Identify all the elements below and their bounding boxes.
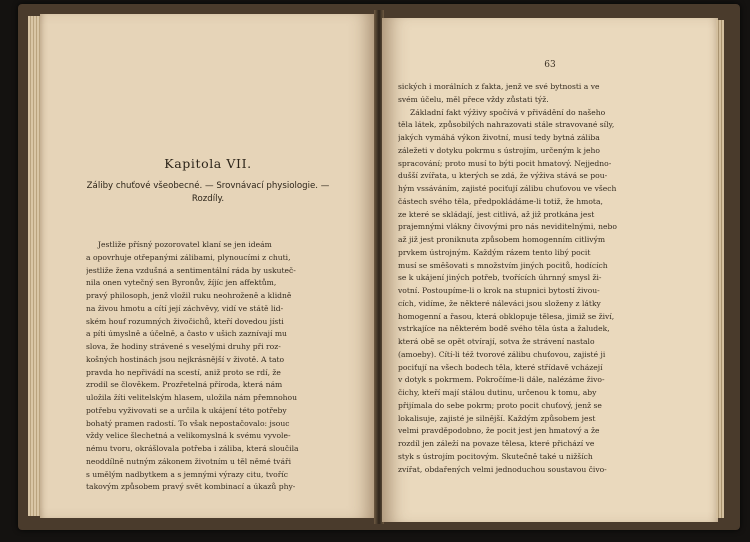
text-line: která obě se opět otvírají, sotva že strávení nastalo xyxy=(398,337,595,346)
text-line: takovým způsobem pravý svět kombinací a úkazů phy- xyxy=(86,482,296,492)
text-line: musí se směšovati s množstvím jiných pocitů, hodících xyxy=(398,260,608,270)
text-line: v dotyk s pokrmem. Pokročíme-li dále, nalézáme živo- xyxy=(398,375,605,385)
subtitle-line: Záliby chuťové všeobecné. — Srovnávací physiologie. — xyxy=(86,181,330,191)
text-line: votní. Postoupíme-li o krok na stupnici bytostí živou- xyxy=(398,286,600,295)
page-number: 63 xyxy=(544,60,556,70)
text-line: styk s ústrojím pocitovým. Skutečně také u nižších xyxy=(398,451,593,461)
text-line: svém účelu, měl přece vždy zůstati týž. xyxy=(398,94,549,104)
text-line: Základní fakt výživy spočívá v přivádění do našeho xyxy=(410,107,606,117)
text-line: bohatý pramen radostí. To však nepostačovalo: jsouc xyxy=(86,418,290,428)
text-line: a opovrhuje otřepanými zálibami, plynoucími z chuti, xyxy=(86,252,291,262)
text-line: velmi pravděpodobno, že pocit jest jen hmatový a že xyxy=(398,426,600,436)
text-line: zvířat, obdařených velmi jednoduchou soustavou čivo- xyxy=(398,464,607,474)
text-line: (amoeby). Cítí-li též tvorové zálibu chuťovou, zajisté ji xyxy=(398,349,606,359)
text-line: pravda ho nepřivádí na scestí, aniž proto se rdí, že xyxy=(86,367,281,377)
text-line: hým vssáváním, zajisté pociťují zálibu chuťovou ve všech xyxy=(398,184,617,193)
text-line: košných hostinách jsou nejkrásnější v životě. A tato xyxy=(86,354,285,364)
text-line: přijímala do sebe pokrm; proto pocit chuťový, jenž se xyxy=(398,400,602,410)
text-line: na živou hmotu a cítí její záchvěvy, vidí ve státě lid- xyxy=(86,303,284,313)
right-page-body xyxy=(398,81,670,476)
text-line: až již jest proniknuta způsobem homogenním citlivým xyxy=(398,235,606,244)
text-line: potřebu vyživovati se a určila k ukájení této potřeby xyxy=(86,405,287,415)
text-line: jakých vymáhá výkon životní, musí tedy bytná záliba xyxy=(398,133,600,142)
text-line: záležeti v dotyku pokrmu s ústrojím, určeným k jeho xyxy=(398,145,600,155)
text-line: homogenní a řasou, která obklopuje tělesa, jimiž se živí, xyxy=(398,311,615,321)
text-line: vždy velice šlechetná a velikomyslná k svému vyvole- xyxy=(86,431,291,441)
text-line: prvkem ústrojným. Každým rázem tento libý pocit xyxy=(398,247,591,257)
page-edges-right xyxy=(716,20,724,518)
text-line: nila onen vytečný sen Byronův, žíjíc jen affektům, xyxy=(86,278,277,288)
text-line: jestliže žena vzdušná a sentimentální ráda by uskuteč- xyxy=(86,265,296,275)
text-line: se k ukájení jiných potřeb, tvořících úhrnný smysl ži- xyxy=(398,273,602,283)
text-line: vstrkajíce na některém bodě svého těla ústa a žaludek, xyxy=(398,324,610,334)
text-line: ze které se skládají, jest citlivá, až již protkána jest xyxy=(398,209,595,219)
text-line: dušší zvířata, u kterých se zdá, že výživa stává se pou- xyxy=(398,171,608,181)
text-line: částech svého těla, předpokládáme-li totiž, že hmota, xyxy=(398,196,603,206)
text-line: těla látek, způsobilých nahrazovati stále stravované síly, xyxy=(398,120,615,130)
text-line: prajemnými vlákny čivovými pro nás neviditelnými, nebo xyxy=(398,222,617,232)
text-line: pociťují na všech bodech těla, které střídavě vcházejí xyxy=(398,362,603,372)
subtitle-line: Rozdíly. xyxy=(191,194,225,204)
chapter-title: Kapitola VII. xyxy=(164,156,252,171)
text-line: a píti úmyslně a účelně, a často v ušich zaznívají mu xyxy=(86,329,287,339)
left-page-body xyxy=(86,239,336,494)
text-line: spracování; proto musí to býti pocit hmatový. Nejjedno- xyxy=(398,158,612,168)
chapter-subtitle xyxy=(52,180,364,206)
text-line: rozdíl jen záleží na povaze tělesa, které přichází ve xyxy=(398,439,595,448)
text-line: pravý philosoph, jenž vložil ruku neohroženě a klidně xyxy=(86,291,292,300)
text-line: lokalisuje, zajisté je silnější. Každým způsobem jest xyxy=(398,413,596,423)
text-line: čichy, kteří mají stálou dutinu, určenou k tomu, aby xyxy=(398,388,597,397)
text-line: sických i morálních z fakta, jenž ve své bytnosti a ve xyxy=(398,82,600,91)
text-line: cích, vidíme, že některé náleváci jsou složeny z látky xyxy=(398,298,601,308)
text-line: nému tvoru, okrášlovala potřeba i záliba, která sloučila xyxy=(86,444,299,453)
text-line: zrodil se člověkem. Prozřetelná příroda, která nám xyxy=(86,380,283,390)
text-line: s umělým nadbytkem a s jemnými výrazy citu, tvoříc xyxy=(86,469,289,479)
text-line: ském houf rozumných živočichů, kteří dovedou jísti xyxy=(86,316,284,326)
text-line: Jestliže přísný pozorovatel klaní se jen ideám xyxy=(98,240,272,249)
text-line: neoddílně nutným zákonem životním u těl němé tváři xyxy=(86,456,292,466)
text-line: slova, že hodiny strávené s veselými druhy při roz- xyxy=(86,342,281,351)
text-line: uložila žíti velitelským hlasem, uložila nám přemnohou xyxy=(86,393,298,402)
